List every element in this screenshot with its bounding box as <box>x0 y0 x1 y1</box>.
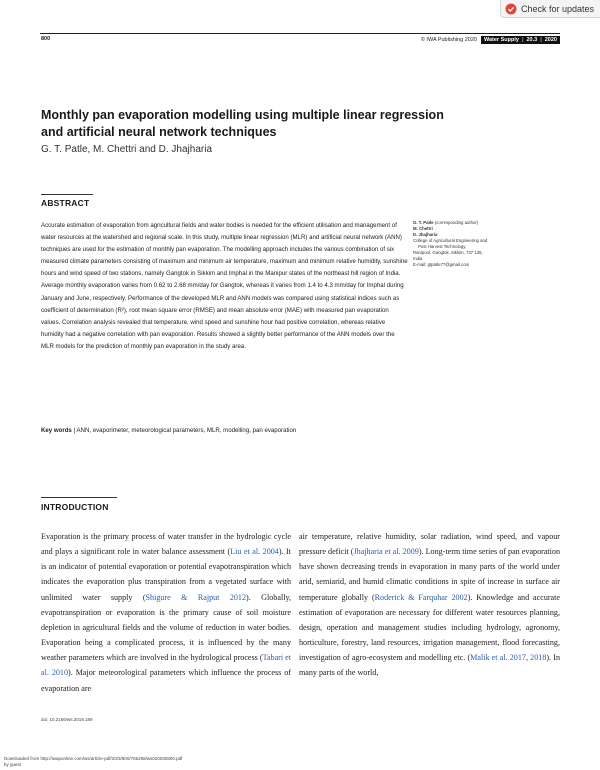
intro-text: ). Globally, evapotranspiration or evaporation is the primary cause of soil moisture depletion in agricultural fields and the volume of reduction in water bodies. Evaporation being a complicated process, it is influenced by the many weather parameters which are involved in the hydrological process ( <box>41 592 291 663</box>
citation-link[interactable]: Malik et al. 2017 <box>470 653 526 663</box>
page-header <box>40 33 560 45</box>
author-affiliation <box>413 220 563 268</box>
citation-link[interactable]: Tabari et al. 2010 <box>41 653 292 678</box>
introduction-column-right <box>299 529 560 681</box>
affil-corresponding-note: (corresponding author) <box>434 220 479 225</box>
citation-link[interactable]: Liu et al. 2004 <box>230 547 279 557</box>
abstract-rule <box>41 194 93 195</box>
intro-text: ). Major meteorological parameters which influence the process of evaporation are <box>41 668 291 693</box>
intro-text: air temperature, relative humidity, solar radiation, wind speed, and vapour pressure deficit ( <box>299 532 560 557</box>
article-authors: G. T. Patle, M. Chettri and D. Jhajharia <box>41 144 213 155</box>
publisher-notice: © IWA Publishing 2020 <box>420 37 477 43</box>
keywords-label: Key words <box>41 427 72 434</box>
citation-link[interactable]: 2018 <box>530 653 547 663</box>
intro-text: ). Knowledge and accurate estimation of evaporation are necessary for different water resources planning, design, operation and management studies including hydrology, agronomy, horticulture, forestry, land resources, irrigation management, flood forecasting, investigation of agro-ecosystem and modelling etc. ( <box>299 592 560 663</box>
affil-author2: M. Chettri <box>413 226 433 231</box>
affil-college-line2: Post Harvest Technology, <box>418 244 467 249</box>
abstract-heading: ABSTRACT <box>41 198 90 208</box>
journal-volume: 20.3 <box>526 37 538 43</box>
citation-link[interactable]: Jhajharia et al. 2009 <box>353 547 419 557</box>
intro-text: ). Long-term time series of pan evaporation have shown decreasing trends in evaporation in many parts of the world under arid, semiarid, and humid climatic conditions in spite of increase in surface air temperature globally ( <box>299 547 561 602</box>
intro-text: Evaporation is the primary process of water transfer in the hydrologic cycle and plays a significant role in water balance assessment ( <box>41 532 291 557</box>
citation-link[interactable]: Shigure & Rajput 2012 <box>145 592 247 602</box>
page-number: 800 <box>41 36 51 42</box>
separator: | <box>521 37 524 43</box>
introduction-rule <box>41 497 117 498</box>
intro-text: ). It is an indicator of potential evaporation or potential evapotranspiration which indicates the evaporation plus transpiration from a vegetated surface with unlimited water supply ( <box>41 547 292 602</box>
check-for-updates-button[interactable] <box>500 0 600 18</box>
download-source-link[interactable]: Downloaded from http://iwaponline.com/ws/article-pdf/20/3/800/785288/ws020030800.pdf <box>4 756 183 761</box>
separator: | <box>540 37 542 43</box>
affil-author1: G. T. Patle <box>413 220 434 225</box>
journal-name: Water Supply <box>483 37 519 43</box>
download-footer <box>4 756 182 768</box>
keywords <box>41 427 409 434</box>
abstract-text: Accurate estimation of evaporation from agricultural fields and water bodies is needed for the efficient utilisation and management of water resources at the watershed and regional scale. In this study, multiple linear regression (MLR) and artificial neural network (ANN) techniques are used for the estimation of monthly pan evaporation. The modelling approach includes the various combination of six measured climate parameters consisting of maximum and minimum air temperature, maximum and minimum relative humidity, sunshine hours and wind speed of two stations, namely Gangtok in Sikkim and Imphal in the Manipur states of the northeast hill region of India. Average monthly evaporation varies from 0.62 to 2.68 mm/day for Gangtok, whereas it varies from 1.4 to 4.3 mm/day for Imphal during January and June, respectively. Performance of the developed MLR and ANN models was compared using statistical indices such as coefficient of determination (R²), root mean square error (RMSE) and mean absolute error (MAE) with measured pan evaporation values. Correlation analysis revealed that temperature, wind speed and sunshine hour had positive correlation, whereas relative humidity had a negative correlation with pan evaporation. Results showed a slightly better performance of the ANN models over the MLR models for the prediction of monthly pan evaporation in the study area. <box>41 222 408 350</box>
introduction-heading: INTRODUCTION <box>41 502 109 512</box>
keywords-separator: | <box>73 427 77 434</box>
journal-year: 2020 <box>544 37 557 43</box>
citation-link[interactable]: Roderick & Farquhar 2002 <box>374 592 468 602</box>
keywords-list: ANN, evaporimeter, meteorological parameters, MLR, modelling, pan evaporation <box>76 427 297 434</box>
affil-address-line2: India <box>413 256 423 261</box>
affil-author3: D. Jhajharia <box>413 232 438 237</box>
introduction-column-left <box>41 529 291 696</box>
affil-address-line1: Ranipool, Gangtok, Sikkim, 737 135, <box>413 250 483 255</box>
check-updates-label: Check for updates <box>521 3 595 14</box>
header-meta <box>421 36 560 44</box>
affil-college-line1: College of Agricultural Engineering and <box>413 238 488 243</box>
intro-text: , <box>525 653 531 663</box>
download-user: by guest <box>4 762 22 767</box>
article-title: Monthly pan evaporation modelling using multiple linear regression and artificial neural network techniques <box>41 108 444 139</box>
journal-badge <box>481 36 560 44</box>
check-updates-icon <box>505 3 517 15</box>
affil-email: E-mail: gtpatle77@gmail.com <box>413 262 470 267</box>
doi-text: doi: 10.2166/ws.2019.189 <box>41 717 93 722</box>
intro-text: ). In many parts of the world, <box>299 653 561 678</box>
